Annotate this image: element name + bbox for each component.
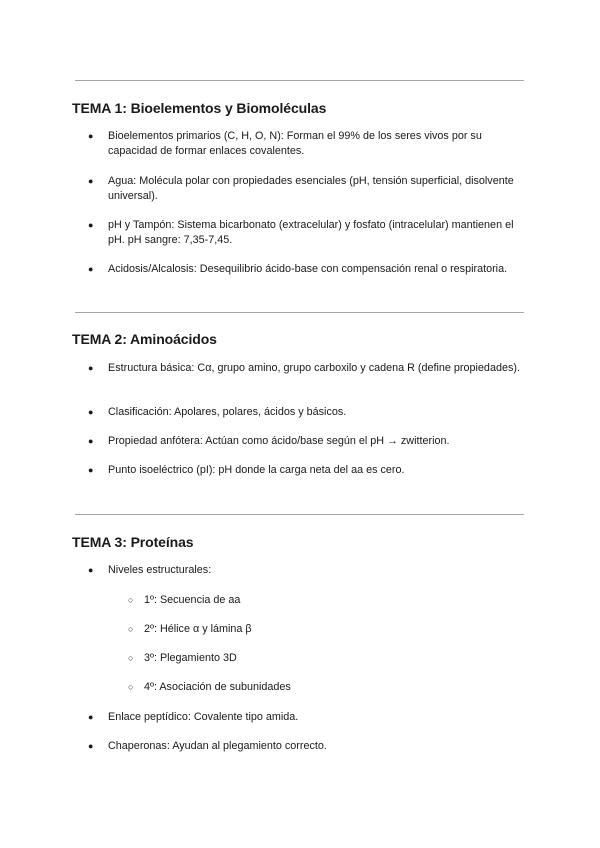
list-item-text: Estructura básica: Cα, grupo amino, grupo carboxilo y cadena R (define propiedades). [108, 362, 520, 374]
list-item [88, 563, 528, 578]
section-heading-tema3: TEMA 3: Proteínas [72, 534, 194, 550]
bullet-icon: ● [88, 465, 94, 475]
list-item-text: Punto isoeléctrico (pI): pH donde la carga neta del aa es cero. [108, 464, 405, 476]
list-item [88, 463, 528, 478]
sub-list-item [128, 622, 252, 637]
sub-list-item [128, 680, 291, 695]
hollow-bullet-icon: ○ [128, 653, 134, 663]
section-heading-tema2: TEMA 2: Aminoácidos [72, 331, 217, 347]
bullet-icon: ● [88, 131, 94, 141]
sub-list-item-text: 1º: Secuencia de aa [144, 594, 241, 606]
bullet-icon: ● [88, 407, 94, 417]
sub-list-item-text: 4º: Asociación de subunidades [144, 681, 291, 693]
hollow-bullet-icon: ○ [128, 595, 134, 605]
list-item-text: Acidosis/Alcalosis: Desequilibrio ácido-base con compensación renal o respiratoria. [108, 263, 508, 275]
list-item-text: Chaperonas: Ayudan al plegamiento correcto. [108, 740, 327, 752]
bullet-icon: ● [88, 565, 94, 575]
list-item-text: pH y Tampón: Sistema bicarbonato (extracelular) y fosfato (intracelular) mantienen el pH. pH sangre: 7,35-7,45. [108, 219, 514, 246]
list-item-text: Clasificación: Apolares, polares, ácidos y básicos. [108, 406, 347, 418]
list-item-text: Propiedad anfótera: Actúan como ácido/base según el pH → zwitterion. [108, 435, 450, 447]
bullet-icon: ● [88, 264, 94, 274]
bullet-icon: ● [88, 712, 94, 722]
list-item [88, 739, 528, 754]
bullet-icon: ● [88, 220, 94, 230]
bullet-icon: ● [88, 363, 94, 373]
list-item [88, 361, 528, 376]
section-heading-tema1: TEMA 1: Bioelementos y Biomoléculas [72, 100, 327, 116]
sub-list-item [128, 651, 237, 666]
list-item-text: Agua: Molécula polar con propiedades esenciales (pH, tensión superficial, disolvente universal). [108, 175, 514, 202]
list-item [88, 218, 528, 248]
sub-list-item-text: 3º: Plegamiento 3D [144, 652, 237, 664]
list-item [88, 405, 528, 420]
list-item [88, 434, 528, 449]
sub-list-item [128, 593, 240, 608]
list-item [88, 262, 528, 277]
list-item [88, 710, 528, 725]
section-divider [75, 312, 524, 313]
section-divider [75, 514, 524, 515]
list-item-text: Niveles estructurales: [108, 564, 212, 576]
list-item [88, 129, 528, 159]
sub-list-item-text: 2º: Hélice α y lámina β [144, 623, 252, 635]
section-divider [75, 80, 524, 81]
bullet-icon: ● [88, 741, 94, 751]
bullet-icon: ● [88, 176, 94, 186]
bullet-icon: ● [88, 436, 94, 446]
list-item-text: Enlace peptídico: Covalente tipo amida. [108, 711, 299, 723]
hollow-bullet-icon: ○ [128, 682, 134, 692]
list-item-text: Bioelementos primarios (C, H, O, N): Forman el 99% de los seres vivos por su capacidad de formar enlaces covalentes. [108, 130, 482, 157]
list-item [88, 174, 528, 204]
hollow-bullet-icon: ○ [128, 624, 134, 634]
